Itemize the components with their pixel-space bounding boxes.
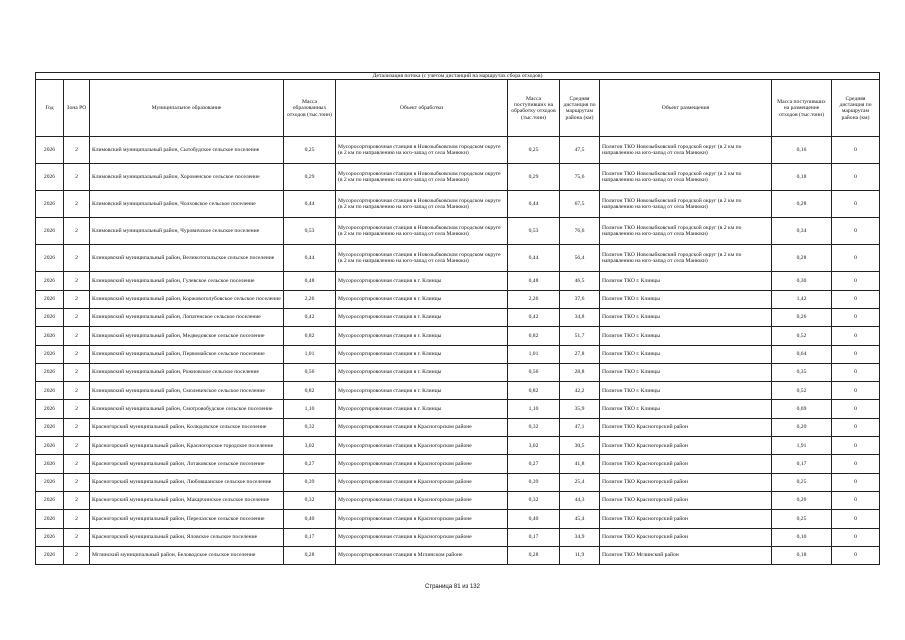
cell-mass-to-processing: 0,56 — [508, 363, 560, 381]
cell-avg-distance-placement: 0 — [832, 290, 880, 308]
cell-municipality: Климовский муниципальный район, Чуровичское сельское поселение — [90, 218, 284, 245]
table-row — [36, 245, 880, 272]
cell-year: 2026 — [36, 510, 64, 528]
cell-year: 2026 — [36, 164, 64, 191]
cell-processing-object: Мусоросортировочная станция в г. Клинцы — [336, 400, 508, 418]
cell-processing-object: Мусоросортировочная станция в Красногорском районе — [336, 528, 508, 546]
cell-zone: 2 — [64, 491, 90, 509]
cell-avg-distance: 28,8 — [560, 363, 600, 381]
cell-zone: 2 — [64, 290, 90, 308]
header-mass-to-placement: Масса поступивших на размещение отходов (тыс.тонн) — [772, 80, 832, 137]
cell-processing-object: Мусоросортировочная станция в Красногорском районе — [336, 473, 508, 491]
cell-avg-distance-placement: 0 — [832, 473, 880, 491]
cell-avg-distance-placement: 0 — [832, 345, 880, 363]
cell-avg-distance-placement: 0 — [832, 164, 880, 191]
cell-zone: 2 — [64, 473, 90, 491]
header-year: Год — [36, 80, 64, 137]
cell-municipality: Клинцовский муниципальный район, Смолевичское сельское поселение — [90, 382, 284, 400]
cell-processing-object: Мусоросортировочная станция в Красногорском районе — [336, 510, 508, 528]
cell-avg-distance: 30,5 — [560, 437, 600, 455]
cell-mass-generated: 0,40 — [284, 510, 336, 528]
cell-mass-to-placement: 0,25 — [772, 473, 832, 491]
cell-processing-object: Мусоросортировочная станция в г. Клинцы — [336, 345, 508, 363]
cell-avg-distance-placement: 0 — [832, 363, 880, 381]
table-row — [36, 218, 880, 245]
cell-mass-generated: 1,01 — [284, 345, 336, 363]
cell-placement-object: Полигон ТКО г. Клинцы — [600, 327, 772, 345]
cell-zone: 2 — [64, 510, 90, 528]
cell-mass-to-processing: 0,32 — [508, 418, 560, 436]
cell-avg-distance-placement: 0 — [832, 546, 880, 564]
cell-placement-object: Полигон ТКО Красногорский район — [600, 473, 772, 491]
header-placement-object: Объект размещения — [600, 80, 772, 137]
header-zone: Зона РО — [64, 80, 90, 137]
table-row — [36, 473, 880, 491]
cell-avg-distance-placement: 0 — [832, 418, 880, 436]
cell-year: 2026 — [36, 546, 64, 564]
table-row — [36, 363, 880, 381]
cell-processing-object: Мусоросортировочная станция в г. Клинцы — [336, 309, 508, 327]
cell-processing-object: Мусоросортировочная станция в Новозыбковском городском округе (в 2 км по направлению на юго-запад от села Манюки) — [336, 164, 508, 191]
table-row — [36, 437, 880, 455]
cell-avg-distance: 35,9 — [560, 400, 600, 418]
table-row — [36, 309, 880, 327]
cell-year: 2026 — [36, 345, 64, 363]
cell-mass-to-placement: 0,28 — [772, 191, 832, 218]
cell-mass-generated: 0,32 — [284, 418, 336, 436]
cell-year: 2026 — [36, 290, 64, 308]
cell-municipality: Красногорский муниципальный район, Перелазское сельское поселение — [90, 510, 284, 528]
cell-placement-object: Полигон ТКО Красногорский район — [600, 510, 772, 528]
cell-mass-to-placement: 1,42 — [772, 290, 832, 308]
cell-mass-to-placement: 1,91 — [772, 437, 832, 455]
cell-mass-generated: 2,26 — [284, 290, 336, 308]
cell-mass-to-processing: 1,10 — [508, 400, 560, 418]
cell-year: 2026 — [36, 437, 64, 455]
cell-avg-distance: 76,6 — [560, 218, 600, 245]
cell-avg-distance-placement: 0 — [832, 245, 880, 272]
cell-processing-object: Мусоросортировочная станция в Красногорском районе — [336, 418, 508, 436]
cell-placement-object: Полигон ТКО Новозыбковский городской округ (в 2 км по направлению на юго-запад от села Манюки) — [600, 137, 772, 164]
cell-mass-to-processing: 0,32 — [508, 491, 560, 509]
cell-avg-distance-placement: 0 — [832, 455, 880, 473]
cell-placement-object: Полигон ТКО г. Клинцы — [600, 290, 772, 308]
cell-avg-distance-placement: 0 — [832, 400, 880, 418]
cell-avg-distance: 34,8 — [560, 309, 600, 327]
header-processing-object: Объект обработки — [336, 80, 508, 137]
cell-year: 2026 — [36, 272, 64, 290]
cell-mass-to-placement: 0,25 — [772, 510, 832, 528]
cell-processing-object: Мусоросортировочная станция в г. Клинцы — [336, 327, 508, 345]
header-avg-distance: Средняя дистанция по маршрутам района (км) — [560, 80, 600, 137]
table-row — [36, 510, 880, 528]
cell-municipality: Клинцовский муниципальный район, Гулевское сельское поселение — [90, 272, 284, 290]
cell-mass-to-processing: 0,53 — [508, 218, 560, 245]
cell-avg-distance: 41,8 — [560, 455, 600, 473]
cell-mass-generated: 0,82 — [284, 382, 336, 400]
cell-mass-to-processing: 0,40 — [508, 510, 560, 528]
cell-avg-distance-placement: 0 — [832, 491, 880, 509]
cell-mass-generated: 0,42 — [284, 309, 336, 327]
cell-mass-to-processing: 0,48 — [508, 272, 560, 290]
cell-mass-to-placement: 0,18 — [772, 546, 832, 564]
cell-zone: 2 — [64, 272, 90, 290]
cell-municipality: Клинцовский муниципальный район, Великотопальское сельское поселение — [90, 245, 284, 272]
cell-municipality: Красногорский муниципальный район, Красногорское городское поселение — [90, 437, 284, 455]
table-row — [36, 528, 880, 546]
cell-processing-object: Мусоросортировочная станция в г. Клинцы — [336, 272, 508, 290]
cell-avg-distance: 27,8 — [560, 345, 600, 363]
table-title: Детализация потока (с учетом дистанций на маршрутах сбора отходов) — [36, 73, 880, 80]
cell-zone: 2 — [64, 455, 90, 473]
cell-mass-generated: 0,39 — [284, 473, 336, 491]
cell-avg-distance: 75,6 — [560, 164, 600, 191]
cell-zone: 2 — [64, 164, 90, 191]
cell-mass-to-placement: 0,28 — [772, 245, 832, 272]
cell-zone: 2 — [64, 363, 90, 381]
cell-mass-generated: 0,48 — [284, 272, 336, 290]
cell-avg-distance: 11,9 — [560, 546, 600, 564]
cell-year: 2026 — [36, 491, 64, 509]
cell-mass-to-processing: 0,44 — [508, 245, 560, 272]
cell-avg-distance: 44,3 — [560, 491, 600, 509]
cell-avg-distance: 46,5 — [560, 272, 600, 290]
cell-zone: 2 — [64, 191, 90, 218]
cell-mass-to-placement: 0,26 — [772, 309, 832, 327]
cell-mass-to-processing: 0,39 — [508, 473, 560, 491]
cell-processing-object: Мусоросортировочная станция в Мглинском районе — [336, 546, 508, 564]
cell-municipality: Клинцовский муниципальный район, Рожновское сельское поселение — [90, 363, 284, 381]
cell-placement-object: Полигон ТКО Красногорский район — [600, 528, 772, 546]
cell-processing-object: Мусоросортировочная станция в Красногорском районе — [336, 455, 508, 473]
cell-mass-to-processing: 0,82 — [508, 327, 560, 345]
table-row — [36, 455, 880, 473]
cell-zone: 2 — [64, 327, 90, 345]
cell-zone: 2 — [64, 245, 90, 272]
cell-year: 2026 — [36, 382, 64, 400]
cell-avg-distance: 25,4 — [560, 473, 600, 491]
cell-avg-distance-placement: 0 — [832, 327, 880, 345]
cell-municipality: Красногорский муниципальный район, Макарчинское сельское поселение — [90, 491, 284, 509]
cell-mass-to-processing: 0,42 — [508, 309, 560, 327]
cell-municipality: Климовский муниципальный район, Хороменское сельское поселение — [90, 164, 284, 191]
cell-processing-object: Мусоросортировочная станция в Красногорском районе — [336, 437, 508, 455]
cell-zone: 2 — [64, 309, 90, 327]
cell-municipality: Красногорский муниципальный район, Колюдовское сельское поселение — [90, 418, 284, 436]
cell-zone: 2 — [64, 437, 90, 455]
cell-year: 2026 — [36, 137, 64, 164]
cell-placement-object: Полигон ТКО г. Клинцы — [600, 272, 772, 290]
cell-mass-generated: 0,32 — [284, 491, 336, 509]
cell-processing-object: Мусоросортировочная станция в Новозыбковском городском округе (в 2 км по направлению на юго-запад от села Манюки) — [336, 191, 508, 218]
table-row — [36, 418, 880, 436]
cell-year: 2026 — [36, 218, 64, 245]
table-row — [36, 382, 880, 400]
cell-placement-object: Полигон ТКО Новозыбковский городской округ (в 2 км по направлению на юго-запад от села Манюки) — [600, 164, 772, 191]
cell-zone: 2 — [64, 418, 90, 436]
cell-municipality: Клинцовский муниципальный район, Коржовоголубовское сельское поселение — [90, 290, 284, 308]
cell-mass-to-placement: 0,16 — [772, 137, 832, 164]
cell-avg-distance-placement: 0 — [832, 137, 880, 164]
cell-municipality: Клинцовский муниципальный район, Лопатенское сельское поселение — [90, 309, 284, 327]
cell-mass-generated: 0,56 — [284, 363, 336, 381]
cell-mass-to-placement: 0,64 — [772, 345, 832, 363]
cell-avg-distance-placement: 0 — [832, 382, 880, 400]
cell-placement-object: Полигон ТКО г. Клинцы — [600, 382, 772, 400]
cell-placement-object: Полигон ТКО Красногорский район — [600, 418, 772, 436]
cell-zone: 2 — [64, 546, 90, 564]
cell-mass-to-placement: 0,20 — [772, 418, 832, 436]
table-row — [36, 345, 880, 363]
cell-mass-to-placement: 0,17 — [772, 455, 832, 473]
cell-mass-to-placement: 0,20 — [772, 491, 832, 509]
cell-mass-to-placement: 0,69 — [772, 400, 832, 418]
header-municipality: Муниципальное образование — [90, 80, 284, 137]
cell-mass-generated: 0,44 — [284, 245, 336, 272]
cell-avg-distance: 51,7 — [560, 327, 600, 345]
cell-zone: 2 — [64, 137, 90, 164]
cell-municipality: Клинцовский муниципальный район, Смотровобудское сельское поселение — [90, 400, 284, 418]
table-body — [36, 137, 880, 565]
cell-mass-generated: 0,29 — [284, 164, 336, 191]
cell-mass-generated: 1,10 — [284, 400, 336, 418]
table-row — [36, 272, 880, 290]
cell-avg-distance: 56,4 — [560, 245, 600, 272]
cell-placement-object: Полигон ТКО Красногорский район — [600, 455, 772, 473]
cell-placement-object: Полигон ТКО Мглинский район — [600, 546, 772, 564]
cell-mass-to-placement: 0,34 — [772, 218, 832, 245]
cell-mass-to-processing: 0,28 — [508, 546, 560, 564]
cell-avg-distance-placement: 0 — [832, 309, 880, 327]
cell-mass-to-processing: 0,44 — [508, 191, 560, 218]
cell-year: 2026 — [36, 363, 64, 381]
cell-mass-generated: 0,82 — [284, 327, 336, 345]
cell-mass-to-placement: 0,30 — [772, 272, 832, 290]
cell-mass-to-processing: 0,25 — [508, 137, 560, 164]
cell-year: 2026 — [36, 400, 64, 418]
cell-municipality: Клинцовский муниципальный район, Медведовское сельское поселение — [90, 327, 284, 345]
cell-year: 2026 — [36, 418, 64, 436]
cell-placement-object: Полигон ТКО г. Клинцы — [600, 345, 772, 363]
cell-municipality: Красногорский муниципальный район, Любовшанское сельское поселение — [90, 473, 284, 491]
cell-mass-to-processing: 0,17 — [508, 528, 560, 546]
cell-zone: 2 — [64, 528, 90, 546]
cell-zone: 2 — [64, 382, 90, 400]
header-mass-generated: Масса образованных отходов (тыс.тонн) — [284, 80, 336, 137]
cell-mass-to-placement: 0,10 — [772, 528, 832, 546]
cell-placement-object: Полигон ТКО Красногорский район — [600, 491, 772, 509]
cell-year: 2026 — [36, 455, 64, 473]
table-row — [36, 137, 880, 164]
cell-mass-generated: 3,02 — [284, 437, 336, 455]
cell-mass-generated: 0,25 — [284, 137, 336, 164]
cell-avg-distance: 47,1 — [560, 418, 600, 436]
cell-municipality: Красногорский муниципальный район, Лотаковское сельское поселение — [90, 455, 284, 473]
cell-mass-to-processing: 0,29 — [508, 164, 560, 191]
cell-avg-distance: 45,4 — [560, 510, 600, 528]
cell-mass-to-processing: 1,01 — [508, 345, 560, 363]
cell-year: 2026 — [36, 245, 64, 272]
cell-placement-object: Полигон ТКО Новозыбковский городской округ (в 2 км по направлению на юго-запад от села Манюки) — [600, 218, 772, 245]
cell-placement-object: Полигон ТКО г. Клинцы — [600, 363, 772, 381]
cell-processing-object: Мусоросортировочная станция в г. Клинцы — [336, 363, 508, 381]
cell-mass-generated: 0,44 — [284, 191, 336, 218]
cell-avg-distance: 37,6 — [560, 290, 600, 308]
cell-mass-to-placement: 0,18 — [772, 164, 832, 191]
cell-year: 2026 — [36, 327, 64, 345]
cell-placement-object: Полигон ТКО Новозыбковский городской округ (в 2 км по направлению на юго-запад от села Манюки) — [600, 191, 772, 218]
cell-avg-distance: 67,5 — [560, 191, 600, 218]
table-row — [36, 191, 880, 218]
cell-avg-distance-placement: 0 — [832, 528, 880, 546]
page-number: Страница 81 из 132 — [425, 584, 480, 590]
cell-municipality: Красногорский муниципальный район, Яловское сельское поселение — [90, 528, 284, 546]
cell-zone: 2 — [64, 345, 90, 363]
cell-mass-generated: 0,28 — [284, 546, 336, 564]
cell-year: 2026 — [36, 309, 64, 327]
header-mass-to-processing: Масса поступивших на обработку отходов (тыс.тонн) — [508, 80, 560, 137]
cell-mass-to-placement: 0,35 — [772, 363, 832, 381]
cell-processing-object: Мусоросортировочная станция в г. Клинцы — [336, 290, 508, 308]
table-row — [36, 491, 880, 509]
cell-municipality: Мглинский муниципальный район, Беловодское сельское поселение — [90, 546, 284, 564]
cell-mass-to-processing: 2,26 — [508, 290, 560, 308]
cell-placement-object: Полигон ТКО Красногорский район — [600, 437, 772, 455]
cell-avg-distance: 42,2 — [560, 382, 600, 400]
cell-year: 2026 — [36, 528, 64, 546]
cell-zone: 2 — [64, 218, 90, 245]
cell-processing-object: Мусоросортировочная станция в Красногорском районе — [336, 491, 508, 509]
data-table — [35, 72, 880, 565]
cell-year: 2026 — [36, 473, 64, 491]
cell-avg-distance: 47,5 — [560, 137, 600, 164]
cell-mass-to-processing: 0,27 — [508, 455, 560, 473]
cell-mass-generated: 0,53 — [284, 218, 336, 245]
table-row — [36, 327, 880, 345]
cell-avg-distance-placement: 0 — [832, 510, 880, 528]
cell-avg-distance: 34,9 — [560, 528, 600, 546]
cell-municipality: Клинцовский муниципальный район, Первомайское сельское поселение — [90, 345, 284, 363]
cell-avg-distance-placement: 0 — [832, 218, 880, 245]
cell-processing-object: Мусоросортировочная станция в Новозыбковском городском округе (в 2 км по направлению на юго-запад от села Манюки) — [336, 137, 508, 164]
cell-placement-object: Полигон ТКО г. Клинцы — [600, 309, 772, 327]
cell-placement-object: Полигон ТКО г. Клинцы — [600, 400, 772, 418]
cell-year: 2026 — [36, 191, 64, 218]
cell-avg-distance-placement: 0 — [832, 272, 880, 290]
cell-mass-to-placement: 0,52 — [772, 327, 832, 345]
cell-mass-to-processing: 3,02 — [508, 437, 560, 455]
cell-municipality: Климовский муниципальный район, Сытобудское сельское поселение — [90, 137, 284, 164]
table-row — [36, 290, 880, 308]
cell-mass-to-placement: 0,52 — [772, 382, 832, 400]
cell-processing-object: Мусоросортировочная станция в Новозыбковском городском округе (в 2 км по направлению на юго-запад от села Манюки) — [336, 218, 508, 245]
table-row — [36, 546, 880, 564]
cell-processing-object: Мусоросортировочная станция в г. Клинцы — [336, 382, 508, 400]
cell-avg-distance-placement: 0 — [832, 437, 880, 455]
cell-placement-object: Полигон ТКО Новозыбковский городской округ (в 2 км по направлению на юго-запад от села Манюки) — [600, 245, 772, 272]
table-row — [36, 400, 880, 418]
cell-mass-to-processing: 0,82 — [508, 382, 560, 400]
cell-avg-distance-placement: 0 — [832, 191, 880, 218]
cell-municipality: Климовский муниципальный район, Чолховское сельское поселение — [90, 191, 284, 218]
header-avg-distance-placement: Средняя дистанция по маршрутам района (км) — [832, 80, 880, 137]
cell-zone: 2 — [64, 400, 90, 418]
cell-mass-generated: 0,17 — [284, 528, 336, 546]
cell-processing-object: Мусоросортировочная станция в Новозыбковском городском округе (в 2 км по направлению на юго-запад от села Манюки) — [336, 245, 508, 272]
cell-mass-generated: 0,27 — [284, 455, 336, 473]
table-row — [36, 164, 880, 191]
